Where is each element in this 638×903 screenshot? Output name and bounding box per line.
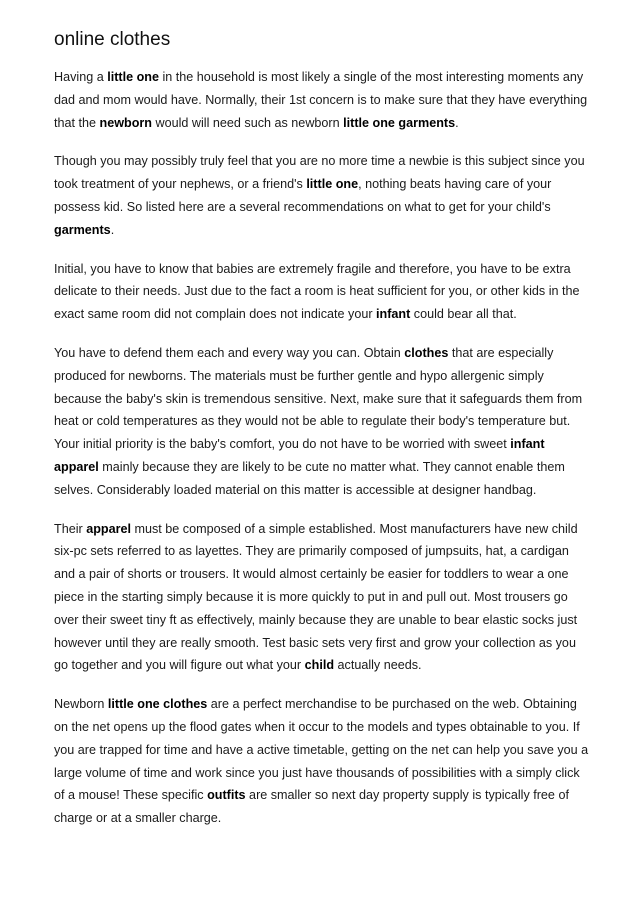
text-run: would will need such as newborn (152, 115, 344, 130)
bold-keyword: infant apparel (54, 437, 545, 474)
bold-keyword: apparel (86, 521, 132, 536)
paragraph-3 (54, 258, 590, 326)
bold-keyword: newborn (99, 115, 152, 130)
text-run: You have to defend them each and every way you can. Obtain (54, 345, 405, 360)
text-run: . (110, 222, 115, 237)
text-run: that are especially produced for newborns. The materials must be further gentle and hypo allergenic simply because the baby's skin is tremendous sensitive. Next, make sure that it safeguards them from heat or cold temperatures as they would not be able to regulate their body's temperature but. Your initial priority is the baby's comfort, you do not have to be worried with sweet (54, 345, 583, 452)
text-run: must be composed of a simple established. Most manufacturers have new child six-pc sets referred to as layettes. They are primarily composed of jumpsuits, hat, a cardigan and a pair of shorts or trousers. It would almost certainly be easier for toddlers to wear a one piece in the starting simply because it is more quickly to put in and pull out. Most trousers go over their sweet tiny ft as effectively, mainly because they are unable to bear elastic socks just however until they are really smooth. Test basic sets very first and grow your collection as you go together and you will figure out what your (54, 521, 578, 673)
paragraph-2 (54, 150, 590, 241)
bold-keyword: little one clothes (107, 697, 208, 712)
text-run: are a perfect merchandise to be purchased on the web. Obtaining on the net opens up the flood gates when it occur to the models and types obtainable to you. If you are trapped for time and have a active timetable, getting on the net can help you save you a large volume of time and work since you just have thousands of possibilities with a simply click of a mouse! These specific (54, 697, 589, 803)
paragraph-4 (54, 342, 590, 502)
text-run: Initial, you have to know that babies are extremely fragile and therefore, you have to be extra delicate to their needs. Just due to the fact a room is heat sufficient for you, or other kids in the exact same room did not complain does not indicate your (54, 261, 580, 322)
bold-keyword: infant (376, 307, 411, 322)
bold-keyword: outfits (207, 788, 246, 803)
bold-keyword: clothes (404, 345, 449, 360)
text-run: are smaller so next day property supply is typically free of charge or at a smaller charge. (54, 788, 569, 826)
bold-keyword: little one (306, 177, 359, 192)
document-title: online clothes (54, 29, 171, 50)
text-run: Newborn (54, 697, 108, 712)
text-run: Though you may possibly truly feel that you are no more time a newbie is this subject since you took treatment of your nephews, or a friend's (54, 154, 585, 192)
text-run: could bear all that. (410, 307, 517, 322)
text-run: Having a (54, 70, 108, 84)
paragraph-5 (54, 518, 590, 678)
text-run: mainly because they are likely to be cute no matter what. They cannot enable them selves. Considerably loaded material on this matter is accessible at designer handbag. (54, 459, 565, 497)
text-run: in the household is most likely a single of the most interesting moments any dad and mom would have. Normally, their 1st concern is to make sure that they have everything that the (54, 70, 588, 130)
bold-keyword: little one garments (343, 115, 456, 130)
document-page (54, 28, 590, 846)
text-run: . (455, 115, 459, 130)
paragraph-1 (54, 66, 590, 134)
paragraph-6 (54, 693, 590, 830)
bold-keyword: child (304, 658, 335, 673)
bold-keyword: little one (107, 70, 159, 84)
text-run: , nothing beats having care of your possess kid. So listed here are a several recommendations on what to get for your child's (54, 177, 552, 214)
text-run: actually needs. (334, 658, 422, 673)
document-body (54, 66, 590, 830)
bold-keyword: garments (54, 222, 111, 237)
text-run: Their (54, 521, 87, 536)
